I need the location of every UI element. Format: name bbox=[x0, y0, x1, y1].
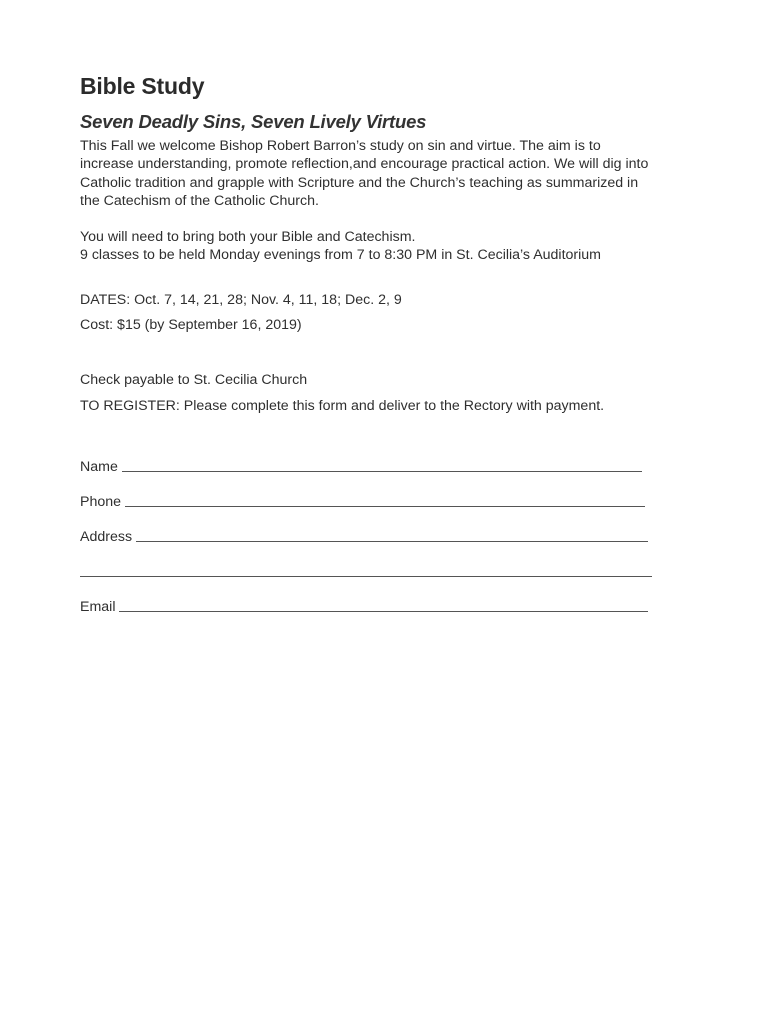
address-label: Address bbox=[80, 529, 133, 545]
address-second-blank-line[interactable] bbox=[80, 576, 652, 577]
intro-line: Catholic tradition and grapple with Scripture and the Church’s teaching as summarized in bbox=[80, 174, 639, 191]
email-blank-line[interactable] bbox=[119, 611, 648, 612]
dates-text: DATES: Oct. 7, 14, 21, 28; Nov. 4, 11, 18; Dec. 2, 9 bbox=[80, 291, 402, 308]
email-field[interactable] bbox=[80, 593, 660, 615]
phone-label: Phone bbox=[80, 494, 122, 510]
name-label: Name bbox=[80, 459, 118, 475]
intro-line: the Catechism of the Catholic Church. bbox=[80, 192, 319, 209]
name-blank-line[interactable] bbox=[122, 471, 642, 472]
address-second-line-field[interactable] bbox=[80, 558, 660, 580]
bring-note: You will need to bring both your Bible and Catechism. bbox=[80, 229, 416, 246]
intro-line: increase understanding, promote reflection,and encourage practical action. We will dig into bbox=[80, 156, 649, 173]
address-blank-line[interactable] bbox=[136, 541, 648, 542]
phone-field[interactable] bbox=[80, 488, 660, 510]
email-label: Email bbox=[80, 599, 116, 615]
page-title: Bible Study bbox=[80, 73, 205, 99]
register-instructions: TO REGISTER: Please complete this form and deliver to the Rectory with payment. bbox=[80, 397, 605, 414]
address-field[interactable] bbox=[80, 523, 660, 545]
intro-paragraph bbox=[80, 137, 700, 210]
cost-text: Cost: $15 (by September 16, 2019) bbox=[80, 317, 302, 334]
schedule-text: 9 classes to be held Monday evenings from 7 to 8:30 PM in St. Cecilia’s Auditorium bbox=[80, 247, 602, 264]
flyer-content bbox=[80, 72, 700, 415]
check-payable-text: Check payable to St. Cecilia Church bbox=[80, 372, 308, 389]
class-info bbox=[80, 228, 700, 265]
phone-blank-line[interactable] bbox=[125, 506, 645, 507]
intro-line: This Fall we welcome Bishop Robert Barron’s study on sin and virtue. The aim is to bbox=[80, 138, 601, 154]
registration-form bbox=[80, 453, 660, 628]
study-subtitle: Seven Deadly Sins, Seven Lively Virtues bbox=[80, 111, 427, 132]
name-field[interactable] bbox=[80, 453, 660, 475]
